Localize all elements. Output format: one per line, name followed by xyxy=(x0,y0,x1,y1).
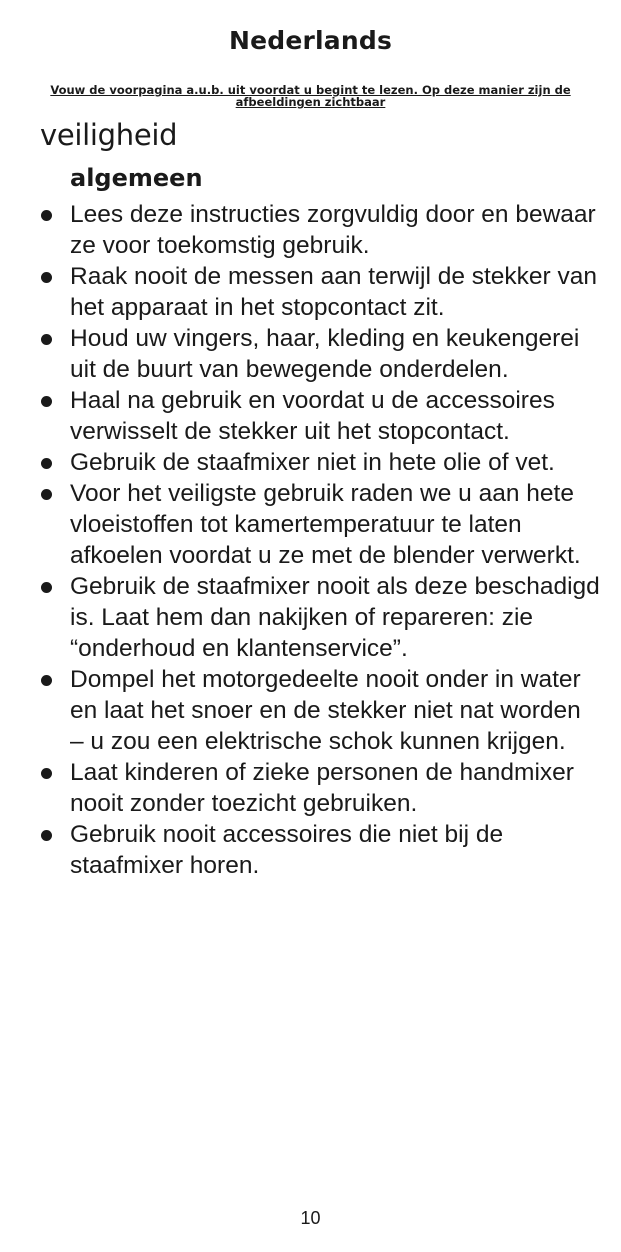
list-item xyxy=(0,571,600,664)
bullet-icon xyxy=(41,675,52,686)
bullet-icon xyxy=(41,582,52,593)
list-item-text: Gebruik de staafmixer niet in hete olie of vet. xyxy=(70,449,555,476)
safety-list xyxy=(0,199,600,881)
list-item-text: Raak nooit de messen aan terwijl de stekker van het apparaat in het stopcontact zit. xyxy=(70,263,598,321)
list-item xyxy=(0,819,600,881)
bullet-icon xyxy=(41,830,52,841)
section-subtitle: algemeen xyxy=(70,164,203,192)
list-item-text: Lees deze instructies zorgvuldig door en bewaar ze voor toekomstig gebruik. xyxy=(70,201,596,259)
bullet-icon xyxy=(41,272,52,283)
list-item xyxy=(0,385,600,447)
list-item-text: Houd uw vingers, haar, kleding en keukengerei uit de buurt van bewegende onderdelen. xyxy=(70,325,580,383)
list-item-text: Dompel het motorgedeelte nooit onder in water en laat het snoer en de stekker niet nat worden – u zou een elektrische schok kunnen krijgen. xyxy=(70,666,581,755)
list-item xyxy=(0,261,600,323)
list-item-text: Voor het veiligste gebruik raden we u aan hete vloeistoffen tot kamertemperatuur te laten afkoelen voordat u ze met de blender verwerkt. xyxy=(70,480,581,569)
list-item xyxy=(0,323,600,385)
list-item xyxy=(0,199,600,261)
bullet-icon xyxy=(41,334,52,345)
fold-out-notice: Vouw de voorpagina a.u.b. uit voordat u begint te lezen. Op deze manier zijn de afbeeldingen zichtbaar xyxy=(50,83,571,109)
bullet-icon xyxy=(41,458,52,469)
list-item-text: Haal na gebruik en voordat u de accessoires verwisselt de stekker uit het stopcontact. xyxy=(70,387,555,445)
list-item-text: Gebruik nooit accessoires die niet bij de staafmixer horen. xyxy=(70,821,504,879)
list-item-text: Gebruik de staafmixer nooit als deze beschadigd is. Laat hem dan nakijken of repareren: zie “onderhoud en klantenservice”. xyxy=(70,573,600,662)
list-item-text: Laat kinderen of zieke personen de handmixer nooit zonder toezicht gebruiken. xyxy=(70,759,574,817)
list-item xyxy=(0,757,600,819)
list-item xyxy=(0,447,600,478)
page-number: 10 xyxy=(300,1208,321,1228)
bullet-icon xyxy=(41,768,52,779)
section-title: veiligheid xyxy=(40,118,178,152)
list-item xyxy=(0,478,600,571)
list-item xyxy=(0,664,600,757)
bullet-icon xyxy=(41,396,52,407)
bullet-icon xyxy=(41,210,52,221)
language-title: Nederlands xyxy=(228,26,393,55)
bullet-icon xyxy=(41,489,52,500)
